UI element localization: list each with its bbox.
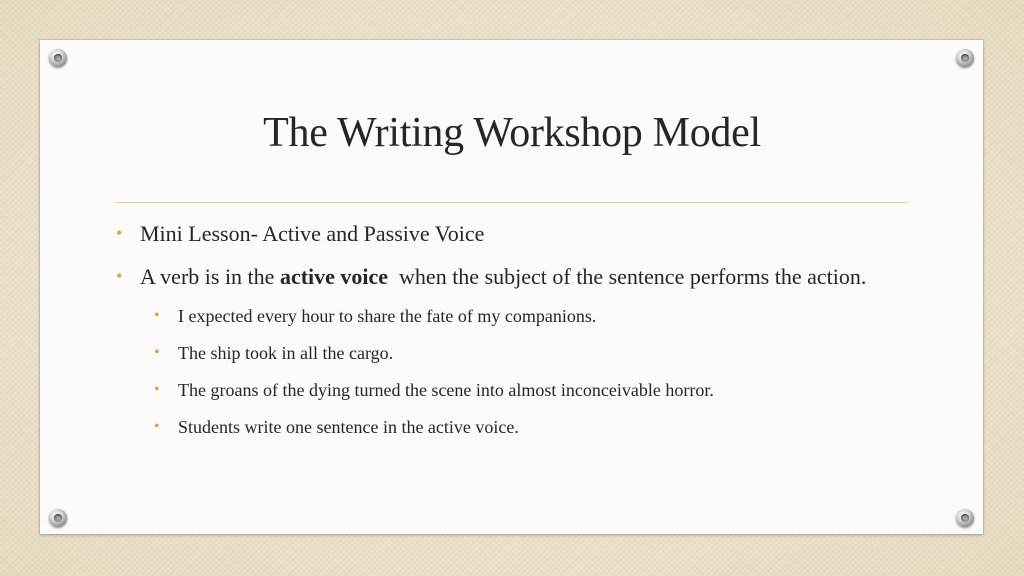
- bullet-text: Mini Lesson- Active and Passive Voice: [140, 221, 485, 246]
- sub-bullet-item: [154, 378, 916, 403]
- bullet-bold-term: active voice: [279, 264, 389, 289]
- bullet-icon: •: [116, 223, 123, 243]
- bullet-text-before: A verb is in the: [140, 264, 280, 289]
- title-divider: [116, 202, 908, 203]
- bullet-text-after: when the subject of the sentence performs the action.: [388, 264, 867, 289]
- bullet-item-active-voice: [116, 261, 916, 292]
- bullet-icon: •: [154, 344, 160, 361]
- grommet-icon: [49, 49, 67, 67]
- sub-bullet-item: [154, 415, 916, 440]
- sub-bullet-item: [154, 341, 916, 366]
- bullet-icon: •: [154, 418, 160, 435]
- sub-bullet-text: The ship took in all the cargo.: [178, 343, 394, 363]
- sub-bullet-text: The groans of the dying turned the scene into almost inconceivable horror.: [178, 380, 714, 400]
- slide-title: The Writing Workshop Model: [263, 110, 761, 156]
- grommet-icon: [49, 509, 67, 527]
- bullet-list: [116, 218, 916, 452]
- sub-bullet-text: I expected every hour to share the fate of my companions.: [178, 306, 597, 326]
- grommet-icon: [956, 49, 974, 67]
- bullet-icon: •: [116, 266, 123, 286]
- sub-bullet-item: [154, 304, 916, 329]
- grommet-icon: [956, 509, 974, 527]
- bullet-icon: •: [154, 381, 160, 398]
- bullet-item-mini-lesson: [116, 218, 916, 249]
- bullet-icon: •: [154, 307, 160, 324]
- sub-bullet-text: Students write one sentence in the active voice.: [178, 417, 519, 437]
- sub-bullet-list: [154, 304, 916, 440]
